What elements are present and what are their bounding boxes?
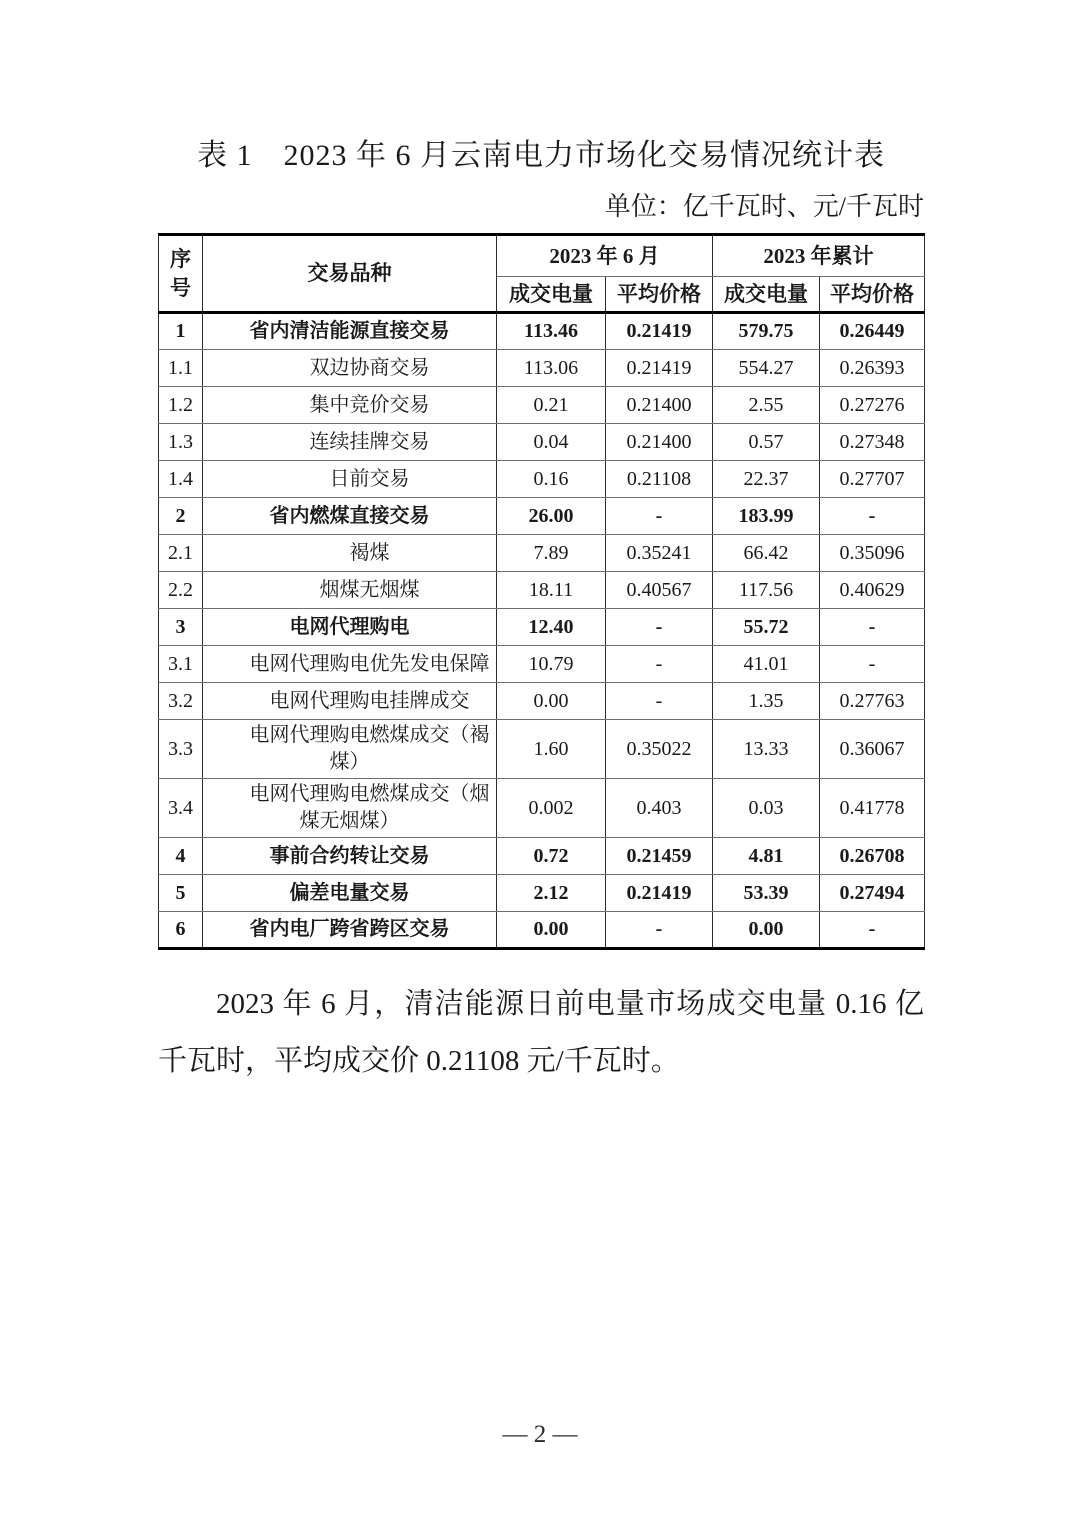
- cumulative-price-cell: 0.36067: [820, 720, 925, 779]
- cumulative-volume-cell: 1.35: [713, 683, 820, 720]
- table-row: [159, 461, 925, 498]
- table-row: [159, 313, 925, 350]
- june-volume-cell: 113.46: [497, 313, 606, 350]
- cumulative-volume-cell: 22.37: [713, 461, 820, 498]
- page-number: — 2 —: [502, 1421, 578, 1448]
- table-row: [159, 838, 925, 875]
- trade-type-cell: 事前合约转让交易: [203, 838, 497, 875]
- table-row: [159, 350, 925, 387]
- june-price-cell: 0.21459: [606, 838, 713, 875]
- row-index-cell: 3: [159, 609, 203, 646]
- row-index-cell: 1.1: [159, 350, 203, 387]
- row-index-cell: 6: [159, 912, 203, 949]
- row-index-cell: 1: [159, 313, 203, 350]
- june-volume-cell: 26.00: [497, 498, 606, 535]
- cumulative-price-cell: -: [820, 609, 925, 646]
- cumulative-volume-cell: 579.75: [713, 313, 820, 350]
- cumulative-volume-cell: 55.72: [713, 609, 820, 646]
- june-price-cell: 0.21400: [606, 387, 713, 424]
- june-price-cell: 0.40567: [606, 572, 713, 609]
- june-price-cell: 0.21419: [606, 875, 713, 912]
- june-price-cell: -: [606, 609, 713, 646]
- cumulative-volume-cell: 66.42: [713, 535, 820, 572]
- cumulative-volume-cell: 53.39: [713, 875, 820, 912]
- row-index-cell: 3.3: [159, 720, 203, 779]
- june-price-cell: -: [606, 646, 713, 683]
- june-volume-cell: 0.00: [497, 912, 606, 949]
- table-row: [159, 609, 925, 646]
- cumulative-price-cell: 0.26393: [820, 350, 925, 387]
- cumulative-price-cell: 0.26708: [820, 838, 925, 875]
- row-index-cell: 4: [159, 838, 203, 875]
- cumulative-price-cell: -: [820, 498, 925, 535]
- june-volume-cell: 1.60: [497, 720, 606, 779]
- header-group-june: 2023 年 6 月: [497, 235, 713, 277]
- june-price-cell: 0.21419: [606, 350, 713, 387]
- table-header: [159, 235, 925, 313]
- row-index-cell: 2.1: [159, 535, 203, 572]
- table-row: [159, 683, 925, 720]
- header-index: 序号: [159, 235, 203, 313]
- cumulative-volume-cell: 13.33: [713, 720, 820, 779]
- trade-type-cell: 双边协商交易: [203, 350, 497, 387]
- header-group-cumulative: 2023 年累计: [713, 235, 925, 277]
- june-price-cell: 0.21400: [606, 424, 713, 461]
- trade-type-cell: 电网代理购电挂牌成交: [203, 683, 497, 720]
- row-index-cell: 3.1: [159, 646, 203, 683]
- june-volume-cell: 10.79: [497, 646, 606, 683]
- header-cumulative-price: 平均价格: [820, 277, 925, 313]
- cumulative-price-cell: 0.27763: [820, 683, 925, 720]
- cumulative-price-cell: 0.27494: [820, 875, 925, 912]
- june-price-cell: -: [606, 498, 713, 535]
- table-row: [159, 875, 925, 912]
- trade-type-cell: 日前交易: [203, 461, 497, 498]
- trade-type-cell: 连续挂牌交易: [203, 424, 497, 461]
- cumulative-price-cell: 0.26449: [820, 313, 925, 350]
- table-row: [159, 535, 925, 572]
- row-index-cell: 1.4: [159, 461, 203, 498]
- header-june-volume: 成交电量: [497, 277, 606, 313]
- cumulative-volume-cell: 117.56: [713, 572, 820, 609]
- june-volume-cell: 0.72: [497, 838, 606, 875]
- trade-type-cell: 省内电厂跨省跨区交易: [203, 912, 497, 949]
- june-volume-cell: 7.89: [497, 535, 606, 572]
- cumulative-volume-cell: 0.00: [713, 912, 820, 949]
- june-price-cell: 0.21108: [606, 461, 713, 498]
- table-row: [159, 720, 925, 779]
- row-index-cell: 1.3: [159, 424, 203, 461]
- june-price-cell: 0.35022: [606, 720, 713, 779]
- trade-type-cell: 褐煤: [203, 535, 497, 572]
- cumulative-price-cell: 0.40629: [820, 572, 925, 609]
- table-row: [159, 646, 925, 683]
- header-group-row: [159, 235, 925, 277]
- row-index-cell: 2.2: [159, 572, 203, 609]
- trade-type-cell: 省内燃煤直接交易: [203, 498, 497, 535]
- document-content: [158, 0, 924, 1089]
- cumulative-volume-cell: 2.55: [713, 387, 820, 424]
- cumulative-price-cell: 0.41778: [820, 779, 925, 838]
- cumulative-price-cell: 0.27348: [820, 424, 925, 461]
- unit-note: 单位：亿千瓦时、元/千瓦时: [604, 192, 924, 221]
- summary-paragraph: 2023 年 6 月，清洁能源日前电量市场成交电量 0.16 亿千瓦时，平均成交价 0.21108 元/千瓦时。: [158, 988, 924, 1077]
- june-volume-cell: 0.002: [497, 779, 606, 838]
- row-index-cell: 1.2: [159, 387, 203, 424]
- trade-type-cell: 电网代理购电优先发电保障: [203, 646, 497, 683]
- row-index-cell: 2: [159, 498, 203, 535]
- table-row: [159, 387, 925, 424]
- june-price-cell: 0.35241: [606, 535, 713, 572]
- header-cumulative-volume: 成交电量: [713, 277, 820, 313]
- cumulative-price-cell: 0.27707: [820, 461, 925, 498]
- trade-type-cell: 偏差电量交易: [203, 875, 497, 912]
- trade-type-cell: 电网代理购电燃煤成交（褐煤）: [203, 720, 497, 779]
- table-body: [159, 313, 925, 949]
- cumulative-price-cell: 0.27276: [820, 387, 925, 424]
- trade-type-cell: 电网代理购电: [203, 609, 497, 646]
- june-price-cell: 0.403: [606, 779, 713, 838]
- june-volume-cell: 113.06: [497, 350, 606, 387]
- table-row: [159, 498, 925, 535]
- table-title: 表 1 2023 年 6 月云南电力市场化交易情况统计表: [197, 139, 885, 172]
- cumulative-price-cell: 0.35096: [820, 535, 925, 572]
- trading-statistics-table: [158, 233, 925, 950]
- table-row: [159, 424, 925, 461]
- june-volume-cell: 0.04: [497, 424, 606, 461]
- june-volume-cell: 0.21: [497, 387, 606, 424]
- trade-type-cell: 电网代理购电燃煤成交（烟煤无烟煤）: [203, 779, 497, 838]
- header-trade-type: 交易品种: [203, 235, 497, 313]
- cumulative-volume-cell: 183.99: [713, 498, 820, 535]
- june-price-cell: -: [606, 683, 713, 720]
- table-row: [159, 912, 925, 949]
- table-row: [159, 572, 925, 609]
- cumulative-volume-cell: 0.57: [713, 424, 820, 461]
- june-volume-cell: 0.00: [497, 683, 606, 720]
- row-index-cell: 3.2: [159, 683, 203, 720]
- june-price-cell: 0.21419: [606, 313, 713, 350]
- june-volume-cell: 2.12: [497, 875, 606, 912]
- row-index-cell: 5: [159, 875, 203, 912]
- june-volume-cell: 18.11: [497, 572, 606, 609]
- cumulative-volume-cell: 4.81: [713, 838, 820, 875]
- cumulative-price-cell: -: [820, 912, 925, 949]
- trade-type-cell: 省内清洁能源直接交易: [203, 313, 497, 350]
- cumulative-volume-cell: 0.03: [713, 779, 820, 838]
- cumulative-price-cell: -: [820, 646, 925, 683]
- header-june-price: 平均价格: [606, 277, 713, 313]
- table-row: [159, 779, 925, 838]
- june-price-cell: -: [606, 912, 713, 949]
- june-volume-cell: 0.16: [497, 461, 606, 498]
- cumulative-volume-cell: 554.27: [713, 350, 820, 387]
- cumulative-volume-cell: 41.01: [713, 646, 820, 683]
- row-index-cell: 3.4: [159, 779, 203, 838]
- june-volume-cell: 12.40: [497, 609, 606, 646]
- trade-type-cell: 烟煤无烟煤: [203, 572, 497, 609]
- trade-type-cell: 集中竞价交易: [203, 387, 497, 424]
